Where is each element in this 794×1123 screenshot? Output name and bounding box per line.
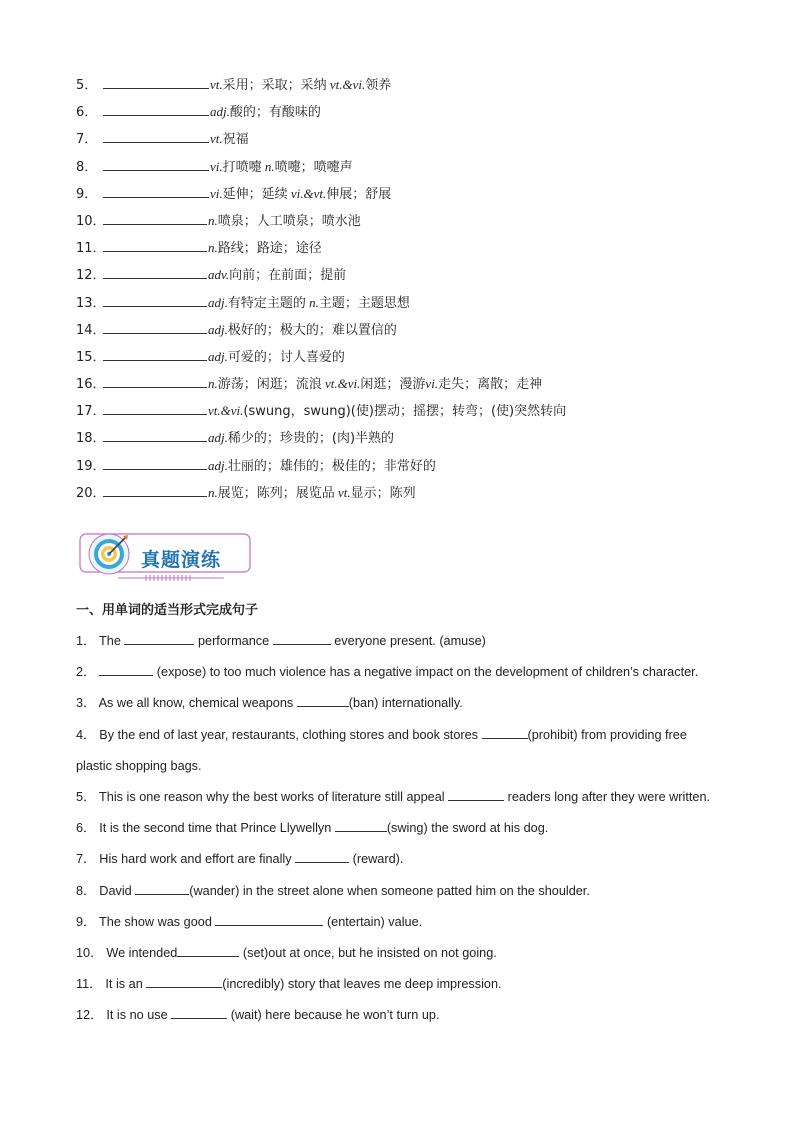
meaning: 显示；陈列	[350, 485, 416, 501]
answer-blank[interactable]	[103, 237, 207, 252]
answer-blank[interactable]	[482, 725, 528, 739]
exercise-item	[76, 661, 726, 692]
answer-blank[interactable]	[103, 482, 207, 497]
meaning: (swung，swung)(使)摆动；摇摆；转弯；(使)突然转向	[243, 404, 567, 420]
vocab-item	[76, 128, 756, 155]
meaning: 路线；路途；途径	[217, 241, 322, 257]
vocab-number: 13．	[76, 295, 106, 311]
banner-title: 真题演练	[141, 549, 222, 571]
answer-blank[interactable]	[103, 128, 209, 143]
answer-blank[interactable]	[103, 346, 207, 361]
part-of-speech: n.	[208, 484, 218, 500]
exercise-item	[76, 630, 726, 661]
exercise-number: 3．	[76, 696, 99, 711]
exercise-text: As we all know, chemical weapons	[98, 696, 297, 711]
vocab-item	[76, 74, 756, 101]
answer-blank[interactable]	[335, 818, 387, 832]
answer-blank[interactable]	[448, 787, 504, 801]
exercise-number: 9．	[76, 914, 100, 929]
part-of-speech: vt.	[210, 77, 223, 92]
exercise-number: 5．	[76, 789, 100, 804]
vocab-number: 17．	[76, 404, 106, 420]
vocab-number: 19．	[76, 458, 106, 474]
exercise-number: 12．	[76, 1008, 107, 1023]
exercise-number: 4．	[76, 727, 100, 742]
exercise-text: (wait) here because he won’t turn up.	[227, 1008, 440, 1023]
exercise-text: David	[99, 883, 136, 898]
meaning: 采用；采取；采纳	[222, 78, 327, 93]
answer-blank[interactable]	[103, 101, 209, 116]
meaning: 有特定主题的	[227, 295, 306, 311]
meaning: 稀少的；珍贵的；(肉)半熟的	[227, 431, 395, 447]
vocab-number: 8．	[76, 159, 98, 175]
vocab-number: 20．	[76, 485, 106, 501]
answer-blank[interactable]	[99, 662, 153, 676]
vocab-item	[76, 210, 756, 237]
answer-blank[interactable]	[135, 881, 189, 895]
exercise-number: 2．	[76, 665, 100, 680]
vocab-item	[76, 400, 756, 427]
meaning: 闲逛；漫游	[360, 377, 426, 393]
meaning: 酸的；有酸味的	[229, 105, 321, 121]
exercise-text: His hard work and effort are finally	[99, 852, 296, 867]
part-of-speech: adj.	[208, 348, 228, 364]
vocab-number: 15．	[76, 349, 106, 365]
part-of-speech: n.	[208, 212, 218, 228]
meaning: 祝福	[222, 132, 249, 148]
exercise-item	[76, 692, 726, 723]
meaning: 伸展；舒展	[326, 186, 392, 202]
exercise-text: (entertain) value.	[323, 914, 423, 929]
vocab-item	[76, 264, 756, 291]
exercise-number: 1．	[76, 634, 100, 648]
part-of-speech: vi.	[210, 158, 223, 174]
exercise-text: (swing) the sword at his dog.	[386, 821, 549, 836]
answer-blank[interactable]	[103, 373, 207, 388]
exercise-text: It is an	[105, 977, 147, 992]
vocab-number: 6．	[76, 105, 98, 121]
exercise-text: performance	[194, 634, 273, 648]
vocabulary-list	[76, 74, 756, 509]
exercise-text: readers long after they were written.	[504, 789, 711, 804]
exercise-item	[76, 817, 726, 848]
part-of-speech: n.	[208, 376, 218, 392]
meaning: 壮丽的；雄伟的；极佳的；非常好的	[227, 458, 436, 474]
part-of-speech: vi.	[210, 185, 223, 201]
vocab-item	[76, 319, 756, 346]
part-of-speech: adj.	[208, 321, 228, 337]
answer-blank[interactable]	[103, 264, 207, 279]
exercise-item	[76, 880, 726, 911]
meaning: 喷嚏；喷嚏声	[274, 159, 353, 175]
part-of-speech: adj.	[208, 430, 228, 446]
meaning: 可爱的；讨人喜爱的	[227, 349, 345, 365]
vocab-number: 16．	[76, 377, 106, 393]
part-of-speech: n.	[208, 240, 218, 256]
part-of-speech: vt.&vi.	[208, 403, 244, 419]
exercise-text: The show was good	[99, 914, 216, 929]
exercise-item	[76, 848, 726, 879]
answer-blank[interactable]	[103, 292, 207, 307]
vocab-item	[76, 292, 756, 319]
meaning: 向前；在前面；提前	[229, 268, 347, 284]
exercise-text: (expose) to too much violence has a negative impact on the development of children’s character.	[153, 665, 699, 680]
exercise-number: 11．	[76, 977, 106, 992]
vocab-item	[76, 101, 756, 128]
answer-blank[interactable]	[177, 943, 239, 957]
meaning: 走失；离散；走神	[438, 377, 543, 393]
vocab-item	[76, 373, 756, 400]
vocab-item	[76, 237, 756, 264]
exercise-list	[76, 630, 726, 1035]
vocab-item	[76, 156, 756, 183]
exercise-number: 6．	[76, 821, 100, 836]
exercise-text: (reward).	[349, 852, 404, 867]
exercise-text: The	[99, 634, 125, 648]
answer-blank[interactable]	[171, 1005, 227, 1019]
exercise-number: 10．	[76, 945, 107, 960]
answer-blank[interactable]	[103, 156, 209, 171]
section-banner	[78, 530, 254, 584]
answer-blank[interactable]	[103, 210, 207, 225]
exercise-text: By the end of last year, restaurants, clothing stores and book stores	[99, 727, 482, 742]
exercise-text: (prohibit) from providing free	[527, 727, 687, 742]
exercise-item	[76, 973, 726, 1004]
exercise-number: 8．	[76, 883, 100, 898]
section-title: 一、用单词的适当形式完成句子	[76, 603, 259, 618]
part-of-speech: vt.&vi.	[326, 77, 366, 92]
exercise-text: plastic shopping bags.	[76, 758, 202, 773]
answer-blank[interactable]	[295, 849, 349, 863]
part-of-speech: vi.	[425, 376, 439, 392]
vocab-number: 14．	[76, 322, 106, 338]
answer-blank[interactable]	[297, 693, 349, 707]
vocab-item	[76, 482, 756, 509]
answer-blank[interactable]	[103, 400, 207, 415]
vocab-number: 9．	[76, 186, 98, 202]
part-of-speech: vt.	[334, 484, 351, 500]
target-icon	[89, 534, 129, 574]
meaning: 主题；主题思想	[318, 295, 410, 311]
exercise-text: (incredibly) story that leaves me deep impression.	[222, 977, 502, 992]
answer-blank[interactable]	[273, 631, 331, 645]
part-of-speech: adj.	[210, 104, 230, 120]
exercise-item	[76, 1004, 726, 1035]
vocab-number: 12．	[76, 268, 106, 284]
exercise-item	[76, 942, 726, 973]
exercise-item	[76, 724, 726, 755]
exercise-text: It is the second time that Prince Llywellyn	[99, 821, 335, 836]
exercise-number: 7．	[76, 852, 100, 867]
exercise-item	[76, 786, 726, 817]
answer-blank[interactable]	[103, 427, 207, 442]
part-of-speech: vt.&vi.	[321, 376, 361, 392]
vocab-item	[76, 183, 756, 210]
vocab-number: 7．	[76, 132, 98, 148]
answer-blank[interactable]	[103, 183, 209, 198]
meaning: 展览；陈列；展览品	[217, 485, 335, 501]
vocab-number: 11．	[76, 241, 106, 257]
exercise-text: It is no use	[106, 1008, 172, 1023]
part-of-speech: vt.	[210, 131, 223, 147]
meaning: 延伸；延续	[222, 186, 288, 202]
exercise-text: everyone present. (amuse)	[330, 634, 486, 648]
vocab-item	[76, 455, 756, 482]
meaning: 领养	[365, 78, 392, 93]
meaning: 极好的；极大的；难以置信的	[227, 322, 397, 338]
part-of-speech: vi.&vt.	[287, 185, 327, 201]
exercise-text: (ban) internationally.	[348, 696, 463, 711]
part-of-speech: adj.	[208, 457, 228, 473]
exercise-text: This is one reason why the best works of literature still appeal	[99, 789, 449, 804]
answer-blank[interactable]	[215, 912, 323, 926]
meaning: 喷泉；人工喷泉；喷水池	[217, 213, 361, 229]
exercise-item	[76, 911, 726, 942]
exercise-text: (set)out at once, but he insisted on not going.	[239, 945, 497, 960]
exercise-text: We intended	[106, 945, 178, 960]
answer-blank[interactable]	[103, 455, 207, 470]
part-of-speech: n.	[261, 158, 275, 174]
vocab-number: 18．	[76, 431, 106, 447]
meaning: 游荡；闲逛；流浪	[217, 377, 322, 393]
part-of-speech: n.	[305, 294, 319, 310]
part-of-speech: adj.	[208, 294, 228, 310]
answer-blank[interactable]	[103, 74, 209, 89]
exercise-item	[76, 755, 726, 786]
answer-blank[interactable]	[146, 974, 222, 988]
vocab-item	[76, 346, 756, 373]
answer-blank[interactable]	[124, 631, 194, 645]
exercise-text: (wander) in the street alone when someone patted him on the shoulder.	[189, 883, 590, 898]
meaning: 打喷嚏	[222, 159, 262, 175]
vocab-number: 5．	[76, 78, 98, 93]
vocab-number: 10．	[76, 213, 106, 229]
vocab-item	[76, 427, 756, 454]
part-of-speech: adv.	[208, 267, 230, 283]
answer-blank[interactable]	[103, 319, 207, 334]
